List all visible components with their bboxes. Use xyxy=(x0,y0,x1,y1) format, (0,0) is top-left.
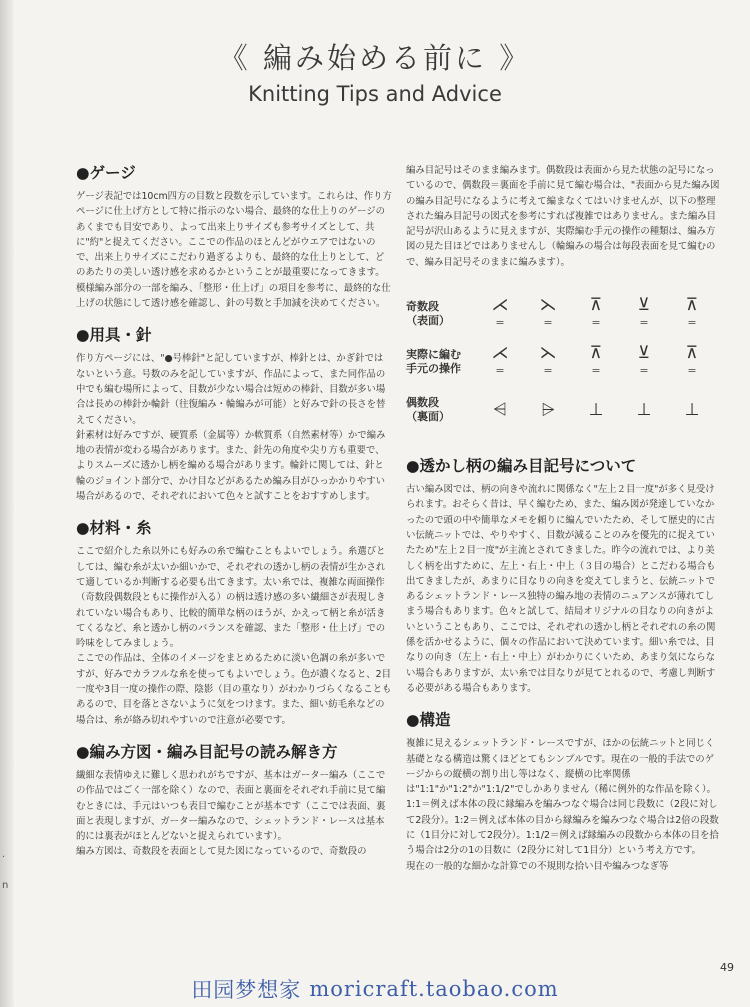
page-number: 49 xyxy=(720,961,734,974)
stitch-symbol-icon: ⋌ = xyxy=(491,295,509,330)
paragraph: 複雑に見えるシェットランド・レースですが、ほかの伝統ニットと同じく基礎となる構造は驚くほどとてもシンプルです。現在の一般的手法でのゲージからの縦横の割り出し等はなく、縦横の比率関係は"1:1"か"1:2"か"1:1/2"でしかありません（稀に例外的な作品を除く）。1:1＝例えば本体の段に縁編みを編みつなぐ場合は同じ段数に（2段に対して2段分）。1:2＝例えば本体の目から縁編みを編みつなぐ場合は2倍の段数に（1目分に対して2段分）。1:1/2＝例えば縁編みの段数から本体の目を拾う場合は2分の1の目数に（2段分に対して1目分）という考え方です。 xyxy=(406,738,719,857)
paragraph: ゲージ表記では10cm四方の目数と段数を示しています。これらは、作り方ページに仕上げ方として特に指示のない場合、最終的な仕上りのゲージのあくまでも目安であり、よって出来上りサイズも参考サイズとして、共に"約"と捉えてください。ここでの作品のほとんどがウエアではないので、出来上りサイズにこだわり過ぎるよりも、最終的な仕上りとして、どのあたりの美しい透け感を求めるかということが最重要になってきます。 xyxy=(76,191,392,279)
paragraph: 針素材は好みですが、硬質系（金属等）か軟質系（自然素材等）かで編み地の表情が変わる場合があります。また、針先の角度や尖り方も重要で、よりスムーズに透かし柄を編める場合があります。輪針に関しては、針と輪のジョイント部分で、かけ目などがあるため編み目がひっかかりやすい場合があるので、それぞれにおいて色々と試すことをおすすめします。 xyxy=(76,429,386,503)
stitch-symbol-table xyxy=(406,290,720,434)
stitch-symbol-icon: ⋋ = xyxy=(539,295,557,330)
row-label: 偶数段 （裏面） xyxy=(406,396,450,424)
stitch-symbol-icon: ⊥ xyxy=(684,400,700,421)
paragraph: 繊細な表情ゆえに難しく思われがちですが、基本はガーター編み（ここでの作品ではごく一部を除く）なので、表面と裏面をそれぞれ手前に見て編むときには、手元はいつも表目で編むことが基本です（ここでは表面、裏面と表現しますが、ガーター編みなので、シェットランド・レースは基本的には裏表がほとんどないと捉えられています）。 xyxy=(76,769,386,843)
paragraph: 古い編み図では、柄の向きや流れに関係なく"左上２目一度"が多く見受けられます。おそらく昔は、早く編むため、また、編み図が発達していなかったので頭の中や簡単なメモを頼りに編んでいたため、そして歴史的に古い伝統ニットでは、やりやすく、目数が減ることのみを優先的に捉えていたため"左上２目一度"が主流とされてきました。昨今の流れでは、より美しく柄を出すために、左上・右上・中上（３目の場合）とこだわる場合も出てきましたが、あまりに目なりの向きを変えてしまうと、伝統ニットであるシェットランド・レース独特の編み地の表情のニュアンスが薄れてしまう場合もあります。色々と試して、結局オリジナルの目なりの向きがよいということもあり、ここでは、それぞれの透かし柄とそれぞれの糸の関係を活かせるように、個々の作品において決めています。細い糸では、目なりの向き（左上・右上・中上）がわかりにくいため、あまり気にならない場合もありますが、太い糸では目なりが見てとれるので、考慮し判断する必要がある場合もあります。 xyxy=(406,484,716,694)
stitch-symbol-icon: ⊻ = xyxy=(637,295,651,330)
section-heading-lace-symbols: ●透かし柄の編み目記号について xyxy=(406,457,637,476)
stitch-symbol-icon: ⩤ xyxy=(493,400,507,421)
shop-url: moricraft.taobao.com xyxy=(309,977,559,1001)
paragraph: 作り方ページには、"●号棒針"と記していますが、棒針とは、かぎ針ではないという意。号数のみを記していますが、作品によって、また同作品の中でも編む場所によって、目数が少ない場合は短めの棒針、目数が多い場合は長めの棒針か輪針（往復編み・輪編みが可能）と好みで針の長さを替えてください。 xyxy=(76,353,386,426)
stitch-symbol-icon: ⋌ = xyxy=(491,343,509,378)
right-column xyxy=(406,163,720,874)
paragraph: 編み目記号はそのまま編みます。偶数段は表面から見た状態の記号になっているので、偶数段＝裏面を手前に見て編む場合は、"表面から見た編み図の編み目記号になるように考えて編まなくてはいけませんが、以下の整理された編み目記号の図式を参考にすれば複雑ではありません。また編み目記号が沢山あるように見えますが、実際編む手元の操作の種類は、編み方図の見た目ほどではありませんし（輪編みの場合は毎段表面を見て編むので、編み目記号そのままに編みます）。 xyxy=(406,165,720,268)
row-label: 奇数段 （表面） xyxy=(406,300,450,328)
section-heading-gauge: ●ゲージ xyxy=(76,164,136,182)
margin-mark: · xyxy=(2,852,6,863)
watermark-footer xyxy=(0,971,750,1007)
paragraph: 編み方図は、奇数段を表面として見た図になっているので、奇数段の xyxy=(76,846,367,858)
table-row xyxy=(406,290,720,338)
section-heading-materials: ●材料・糸 xyxy=(76,519,152,538)
table-row xyxy=(406,386,720,434)
stitch-symbol-icon: ⊼ = xyxy=(589,343,603,378)
section-heading-structure: ●構造 xyxy=(406,711,451,730)
section-heading-tools: ●用具・針 xyxy=(76,326,152,345)
paragraph: 現在の一般的な細かな計算での不規則な拾い目や編みつなぎ等 xyxy=(406,860,669,872)
paragraph: ここで紹介した糸以外にも好みの糸で編むこともよいでしょう。糸選びとしては、編む糸が太いか細いかで、それぞれの透かし柄の表情が生かされて適しているか判断する必要も出てきます。太い糸では、複雑な両面操作（奇数段偶数段ともに操作が入る）の柄は透け感の多い繊細さが表現しきれていない場合もあり、比較的簡単な柄のほうが、かえって柄と糸が活きてくるなど、糸と透かし柄のバランスを確認、また「整形・仕上げ」での吟味をしてみましょう。 xyxy=(76,546,386,650)
left-column xyxy=(76,163,392,860)
stitch-symbol-icon: ⊥ xyxy=(636,400,652,421)
section-heading-chart-reading: ●編み方図・編み目記号の読み解き方 xyxy=(76,742,338,761)
stitch-symbol-icon: ⩥ xyxy=(541,400,555,421)
stitch-symbol-icon: ⊼ = xyxy=(685,295,699,330)
row-label: 実際に編む 手元の操作 xyxy=(406,348,461,376)
stitch-symbol-icon: ⊥ xyxy=(588,400,604,421)
stitch-symbol-icon: ⊻ = xyxy=(637,343,651,378)
margin-mark: n xyxy=(2,880,9,891)
stitch-symbol-icon: ⊼ = xyxy=(685,343,699,378)
paragraph: 模様編み部分の一部を編み、「整形・仕上げ」の項目を参考に、最終的な仕上げの状態にして透け感を確認し、針の号数と手加減を決めてください。 xyxy=(76,282,391,310)
shop-name: 田园梦想家 xyxy=(191,978,302,1002)
table-row xyxy=(406,338,720,386)
stitch-symbol-icon: ⋋ = xyxy=(539,343,557,378)
page-subtitle: Knitting Tips and Advice xyxy=(248,82,502,106)
page-title: 《 編み始める前に 》 xyxy=(218,41,532,75)
paragraph: ここでの作品は、全体のイメージをまとめるために淡い色調の糸が多いですが、好みでカラフルな糸を使ってもよいでしょう。色が濃くなると、2目一度や3目一度の操作の際、陰影（目の重なり）がわかりづらくなることもあるので、目を落とさないように気をつけます。また、細い紡毛糸などの場合は、糸が絡み切れやすいので注意が必要です。 xyxy=(76,653,392,726)
stitch-symbol-icon: ⊼ = xyxy=(589,295,603,330)
